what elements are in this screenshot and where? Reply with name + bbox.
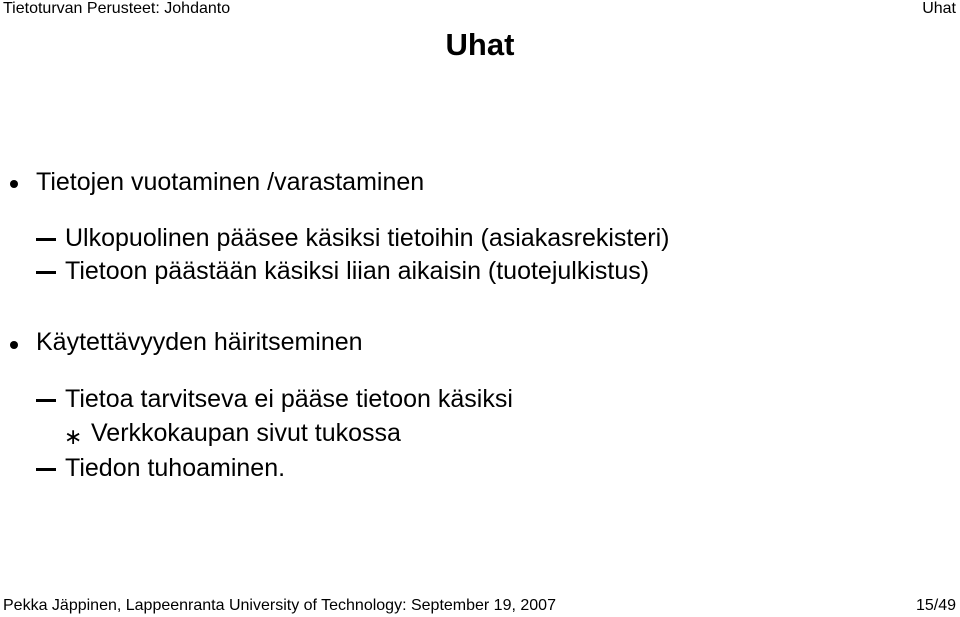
dash-bullet-icon bbox=[36, 399, 56, 402]
list-item: Käytettävyyden häiritseminen bbox=[36, 328, 363, 356]
header-section-name: Uhat bbox=[922, 0, 956, 17]
asterisk-bullet-icon: ∗ bbox=[64, 425, 83, 450]
footer-author-info: Pekka Jäppinen, Lappeenranta University of Technology: September 19, 2007 bbox=[3, 597, 556, 614]
bullet-dot-icon bbox=[10, 180, 18, 188]
list-item: Ulkopuolinen pääsee käsiksi tietoihin (asiakasrekisteri) bbox=[65, 224, 670, 252]
dash-bullet-icon bbox=[36, 468, 56, 471]
list-item: Tietojen vuotaminen /varastaminen bbox=[36, 168, 425, 196]
dash-bullet-icon bbox=[36, 271, 56, 274]
list-item: Tietoon päästään käsiksi liian aikaisin (tuotejulkistus) bbox=[65, 257, 650, 285]
slide-title: Uhat bbox=[445, 27, 515, 62]
bullet-dot-icon bbox=[10, 341, 18, 349]
header-course-title: Tietoturvan Perusteet: Johdanto bbox=[3, 0, 231, 17]
dash-bullet-icon bbox=[36, 238, 56, 241]
footer-page-number: 15/49 bbox=[915, 597, 956, 614]
list-item: Tiedon tuhoaminen. bbox=[65, 454, 286, 482]
list-item: Tietoa tarvitseva ei pääse tietoon käsiksi bbox=[65, 385, 513, 413]
list-item: Verkkokaupan sivut tukossa bbox=[91, 419, 401, 447]
